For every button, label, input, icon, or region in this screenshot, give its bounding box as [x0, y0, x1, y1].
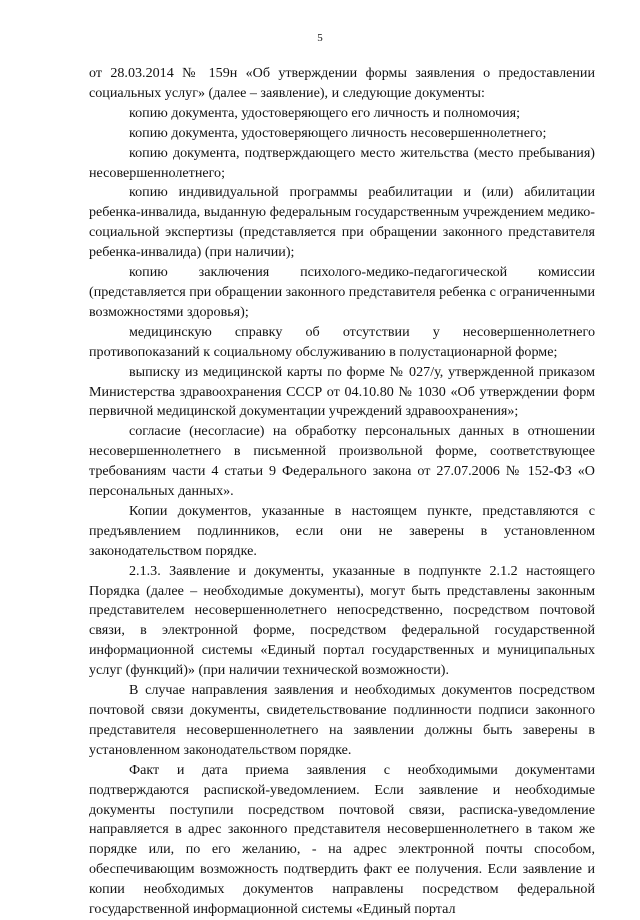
paragraph-5: копию индивидуальной программы реабилитации и (или) абилитации ребенка-инвалида, выданную федеральным государственным учреждением медико-социальной экспертизы (представляется при обращении законного представителя ребенка-инвалида) (при наличии); — [89, 184, 595, 261]
document-body — [89, 64, 595, 920]
paragraph-7: медицинскую справку об отсутствии у несовершеннолетнего противопоказаний к социальному обслуживанию в полустационарной форме; — [89, 323, 595, 360]
paragraph-6: копию заключения психолого-медико-педагогической комиссии (представляется при обращении законного представителя ребенка с ограниченными возможностями здоровья); — [89, 264, 595, 320]
paragraph-10: Копии документов, указанные в настоящем пункте, представляются с предъявлением подлинников, если они не заверены в установленном законодательством порядке. — [89, 502, 595, 559]
paragraph-11: 2.1.3. Заявление и документы, указанные в подпункте 2.1.2 настоящего Порядка (далее – необходимые документы), могут быть представлены законным представителем несовершеннолетнего непосредственно, посредством почтовой связи, в электронной форме, посредством федеральной государственной информационной системы «Единый портал государственных и муниципальных услуг (функций)» (при наличии технической возможности). — [89, 562, 595, 679]
paragraph-3: копию документа, удостоверяющего личность несовершеннолетнего; — [129, 124, 547, 141]
paragraph-9: согласие (несогласие) на обработку персональных данных в отношении несовершеннолетнего в письменной произвольной форме, соответствующее требованиям части 4 статьи 9 Федерального закона от 27.07.2006 № 152-ФЗ «О персональных данных». — [89, 423, 595, 500]
page-number: 5 — [317, 32, 323, 44]
paragraph-1: от 28.03.2014 № 159н «Об утверждении формы заявления о предоставлении социальных услуг» (далее – заявление), и следующие документы: — [89, 65, 595, 101]
paragraph-12: В случае направления заявления и необходимых документов посредством почтовой связи документы, свидетельствование подлинности подписи законного представителя несовершеннолетнего на заявлении должны быть заверены в установленном законодательством порядке. — [89, 682, 595, 758]
paragraph-13: Факт и дата приема заявления с необходимыми документами подтверждаются распиской-уведомлением. Если заявление и необходимые документы поступили посредством почтовой связи, расписка-уведомление направляется в адрес законного представителя несовершеннолетнего в таком же порядке или, по его желанию, - на адрес электронной почты способом, обеспечивающим возможность подтвердить факт ее получения. Если заявление и копии необходимых документов направлены посредством федеральной государственной информационной системы «Единый портал — [89, 761, 595, 918]
paragraph-2: копию документа, удостоверяющего его личность и полномочия; — [129, 104, 521, 121]
paragraph-4: копию документа, подтверждающего место жительства (место пребывания) несовершеннолетнего; — [89, 144, 595, 181]
paragraph-8: выписку из медицинской карты по форме № 027/у, утвержденной приказом Министерства здравоохранения СССР от 04.10.80 № 1030 «Об утверждении форм первичной медицинской документации учреждений здравоохранения»; — [89, 363, 595, 420]
